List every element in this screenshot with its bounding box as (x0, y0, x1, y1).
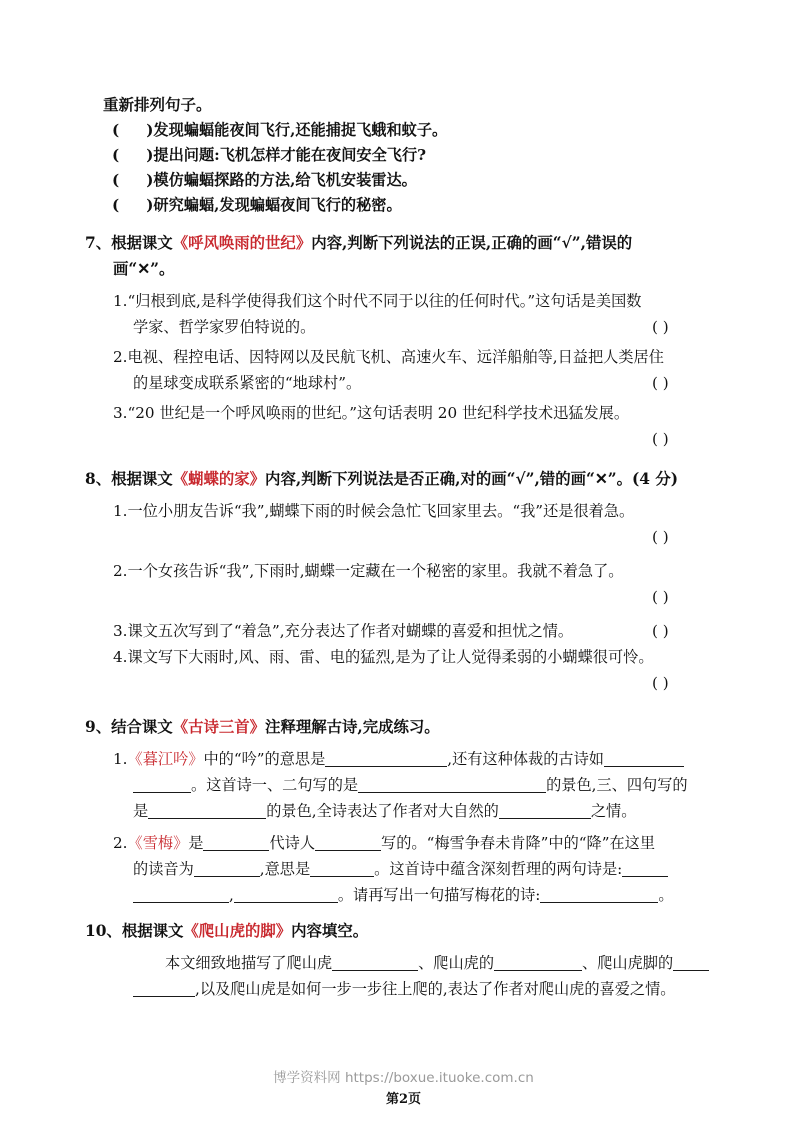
question-number: 10、 (85, 922, 122, 940)
paren-open: ( (112, 171, 120, 189)
page-content (0, 92, 807, 1002)
answer-parentheses[interactable]: ( ) (652, 528, 669, 546)
item-text: 。 (658, 886, 674, 904)
q8-item-3 (0, 618, 807, 644)
question-7-stem (0, 230, 807, 256)
q8-item-1 (0, 498, 807, 524)
item-text: 。这首诗一、二句写的是 (191, 776, 359, 794)
stem-text: 根据课文 (111, 234, 173, 252)
reorder-text: 提出问题:飞机怎样才能在夜间安全飞行? (153, 146, 427, 164)
item-number: 3. (113, 622, 128, 640)
course-title: 《蝴蝶的家》 (172, 470, 266, 488)
question-number: 8、 (85, 470, 112, 488)
fill-blank[interactable] (133, 982, 195, 997)
item-text: ,以及爬山虎是如何一步一步往上爬的,表达了作者对爬山虎的喜爱之情。 (195, 980, 676, 998)
stem-text: 内容填空。 (291, 922, 369, 940)
fill-blank[interactable] (133, 778, 191, 793)
fill-blank[interactable] (494, 956, 582, 971)
item-text: ,还有这种体裁的古诗如 (447, 750, 604, 768)
reorder-item-4 (0, 193, 807, 218)
item-number: 1. (113, 502, 128, 520)
fill-blank[interactable] (358, 778, 546, 793)
poem-title: 《雪梅》 (127, 834, 189, 852)
item-number: 2. (113, 834, 128, 852)
item-text: , (229, 886, 234, 904)
q9-item-2-line3 (0, 882, 807, 908)
reorder-text: 研究蝙蝠,发现蝙蝠夜间飞行的秘密。 (153, 196, 402, 214)
q8-item-4-answer (0, 670, 807, 696)
q8-item-2 (0, 558, 807, 584)
item-text: 是 (188, 834, 204, 852)
item-text: 、爬山虎的 (418, 954, 494, 972)
item-text: 一位小朋友告诉“我”,蝴蝶下雨的时候会急忙飞回家里去。“我”还是很着急。 (127, 502, 635, 520)
stem-text: 内容,判断下列说法是否正确,对的画“√”,错的画“✕”。(4 分) (265, 470, 678, 488)
stem-text: 根据课文 (121, 922, 184, 940)
q10-body-line1 (0, 950, 807, 976)
item-number: 4. (113, 648, 128, 666)
item-text: 电视、程控电话、因特网以及民航飞机、高速火车、远洋船舶等,日益把人类居住 (127, 348, 664, 366)
fill-blank[interactable] (315, 836, 381, 851)
q9-item-1-line1 (0, 746, 807, 772)
item-text: 的读音为 (133, 860, 194, 878)
paren-open: ( (112, 196, 120, 214)
paren-close: ) (146, 196, 154, 214)
q7-item-1-line1 (0, 288, 807, 314)
item-text: 写的。“梅雪争春未肯降”中的“降”在这里 (381, 834, 656, 852)
paren-close: ) (146, 146, 154, 164)
answer-parentheses[interactable]: ( ) (652, 622, 669, 640)
poem-title: 《暮江吟》 (127, 750, 204, 768)
fill-blank[interactable] (325, 752, 447, 767)
q7-item-2-line1 (0, 344, 807, 370)
fill-blank[interactable] (673, 956, 709, 971)
stem-text: 结合课文 (111, 718, 173, 736)
answer-parentheses[interactable]: ( ) (652, 318, 669, 336)
reorder-item-3 (0, 168, 807, 193)
course-title: 《爬山虎的脚》 (183, 922, 292, 940)
fill-blank[interactable] (234, 888, 338, 903)
site-watermark: 博学资料网 https://boxue.ituoke.com.cn (273, 1070, 534, 1086)
item-text: 课文写下大雨时,风、雨、雷、电的猛烈,是为了让人觉得柔弱的小蝴蝶很可怜。 (127, 648, 654, 666)
item-text: ,意思是 (259, 860, 311, 878)
fill-blank[interactable] (499, 804, 591, 819)
reorder-heading: 重新排列句子。 (103, 95, 212, 114)
fill-blank[interactable] (622, 862, 668, 877)
fill-blank[interactable] (194, 862, 260, 877)
item-number: 2. (113, 562, 128, 580)
item-text: 一个女孩告诉“我”,下雨时,蝴蝶一定藏在一个秘密的家里。我就不着急了。 (127, 562, 624, 580)
fill-blank[interactable] (203, 836, 269, 851)
question-number: 9、 (85, 718, 112, 736)
question-number: 7、 (85, 234, 112, 252)
fill-blank[interactable] (133, 888, 229, 903)
item-number: 1. (113, 750, 128, 768)
item-number: 2. (113, 348, 128, 366)
item-number: 1. (113, 292, 128, 310)
q7-item-2-line2 (0, 370, 807, 396)
answer-parentheses[interactable]: ( ) (652, 588, 669, 606)
paren-open: ( (112, 121, 120, 139)
item-text: 的星球变成联系紧密的“地球村”。 (133, 374, 362, 392)
item-text: 代诗人 (269, 834, 315, 852)
answer-parentheses[interactable]: ( ) (652, 374, 669, 392)
q10-body-line2 (0, 976, 807, 1002)
fill-blank[interactable] (332, 956, 418, 971)
item-text: 本文细致地描写了爬山虎 (165, 954, 333, 972)
paren-close: ) (146, 171, 154, 189)
q8-item-1-answer (0, 524, 807, 550)
q8-item-2-answer (0, 584, 807, 610)
reorder-item-2 (0, 143, 807, 168)
question-7-stem-line2: 画“✕”。 (113, 260, 175, 278)
answer-parentheses[interactable]: ( ) (652, 674, 669, 692)
q7-item-3-answer (0, 426, 807, 452)
item-text: 课文五次写到了“着急”,充分表达了作者对蝴蝶的喜爱和担忧之情。 (127, 622, 574, 640)
question-8-stem (0, 466, 807, 492)
reorder-text: 模仿蝙蝠探路的方法,给飞机安装雷达。 (153, 171, 417, 189)
stem-text: 内容,判断下列说法的正误,正确的画“√”,错误的 (311, 234, 633, 252)
paren-open: ( (112, 146, 120, 164)
item-text: 之情。 (590, 802, 637, 820)
item-text: 是 (133, 802, 149, 820)
fill-blank[interactable] (604, 752, 684, 767)
item-number: 3. (113, 404, 128, 422)
course-title: 《古诗三首》 (172, 718, 266, 736)
fill-blank[interactable] (310, 862, 374, 877)
q7-item-3-line1 (0, 400, 807, 426)
item-text: 。这首诗中蕴含深刻哲理的两句诗是: (374, 860, 623, 878)
q8-item-4 (0, 644, 807, 670)
q9-item-2-line1 (0, 830, 807, 856)
stem-text: 根据课文 (111, 470, 173, 488)
q7-item-1-line2 (0, 314, 807, 340)
answer-parentheses[interactable]: ( ) (652, 430, 669, 448)
item-text: “归根到底,是科学使得我们这个时代不同于以往的任何时代。”这句话是美国数 (127, 292, 642, 310)
course-title: 《呼风唤雨的世纪》 (172, 234, 312, 252)
item-text: 学家、哲学家罗伯特说的。 (133, 318, 316, 336)
paren-close: ) (146, 121, 154, 139)
stem-text: 注释理解古诗,完成练习。 (265, 718, 440, 736)
item-text: 、爬山虎脚的 (582, 954, 674, 972)
item-text: 的景色,全诗表达了作者对大自然的 (266, 802, 499, 820)
q9-item-2-line2 (0, 856, 807, 882)
fill-blank[interactable] (148, 804, 266, 819)
item-text: 中的“吟”的意思是 (203, 750, 326, 768)
reorder-item-1 (0, 118, 807, 143)
page-number: 第2页 (385, 1092, 422, 1107)
item-text: 。请再写出一句描写梅花的诗: (337, 886, 541, 904)
q9-item-1-line3 (0, 798, 807, 824)
item-text: 的景色,三、四句写的 (546, 776, 688, 794)
item-text: “20 世纪是一个呼风唤雨的世纪。”这句话表明 20 世纪科学技术迅猛发展。 (127, 404, 630, 422)
question-10-stem (0, 918, 807, 944)
question-9-stem (0, 714, 807, 740)
fill-blank[interactable] (540, 888, 658, 903)
q9-item-1-line2 (0, 772, 807, 798)
reorder-text: 发现蝙蝠能夜间飞行,还能捕捉飞蛾和蚊子。 (153, 121, 448, 139)
